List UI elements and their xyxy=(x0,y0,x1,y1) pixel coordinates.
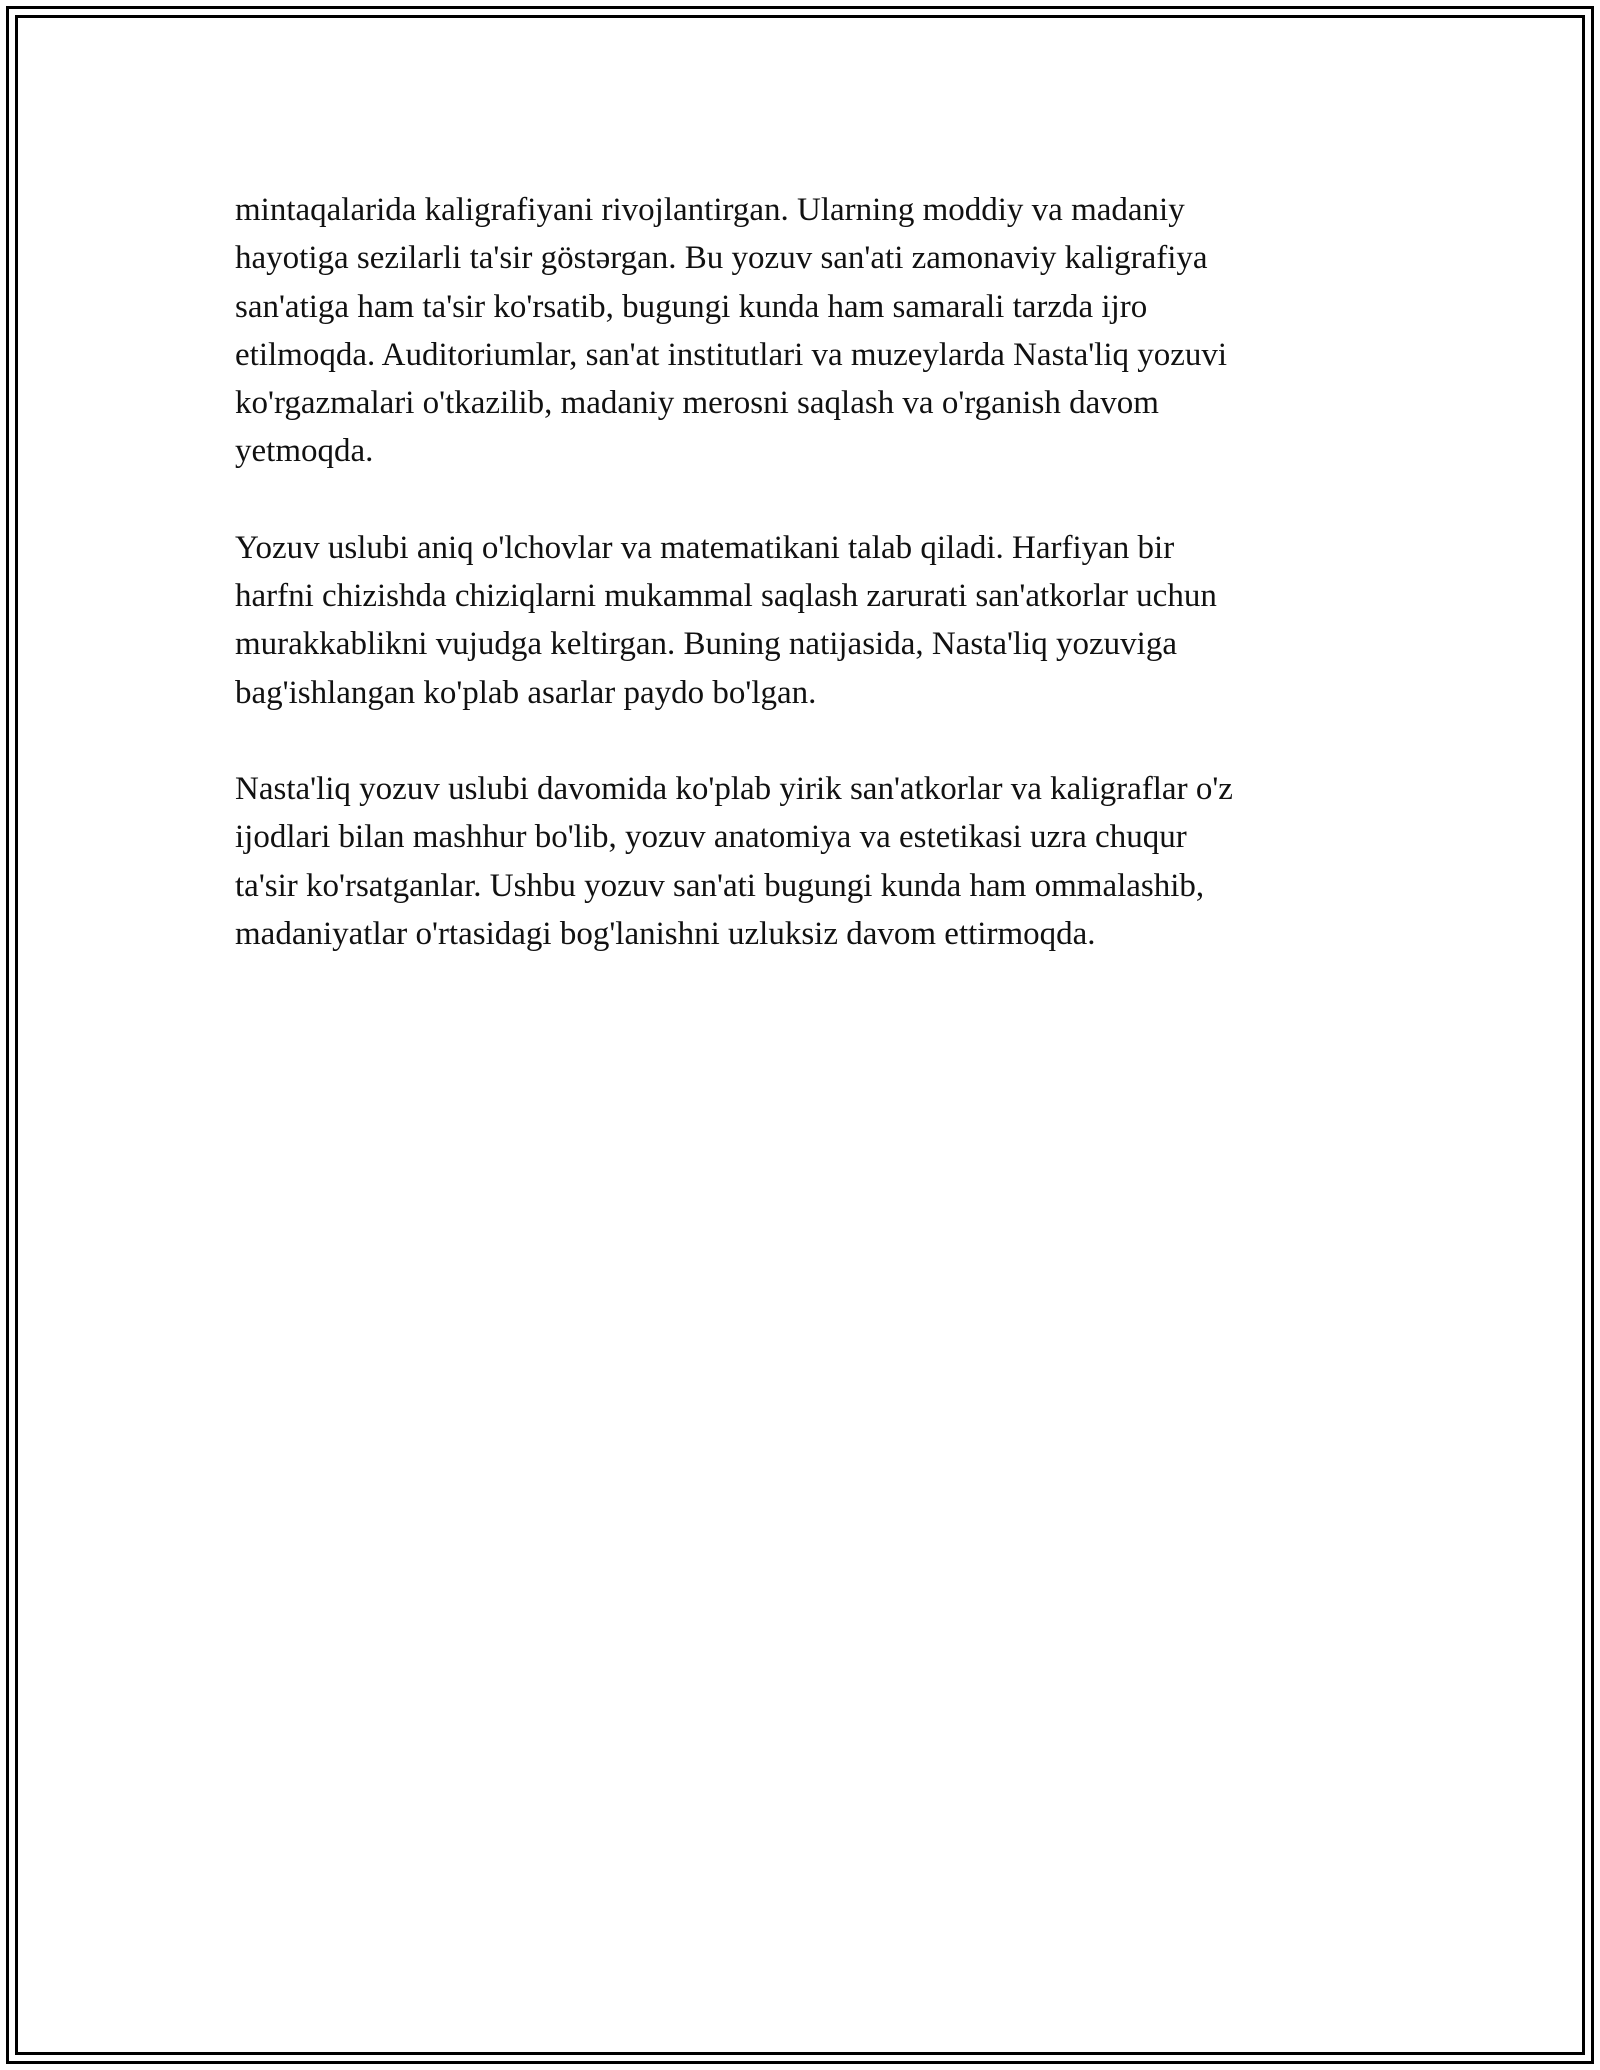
paragraph-line: Yozuv uslubi aniq o'lchovlar va matematikani talab qiladi. Harfiyan bir xyxy=(235,529,1175,566)
paragraph-1 xyxy=(235,186,1365,476)
paragraph-line: ijodlari bilan mashhur bo'lib, yozuv anatomiya va estetikasi uzra chuqur xyxy=(235,819,1187,856)
document-body xyxy=(235,186,1365,1006)
paragraph-line: harfni chizishda chiziqlarni mukammal saqlash zarurati san'atkorlar uchun xyxy=(235,578,1217,615)
paragraph-line: san'atiga ham ta'sir ko'rsatib, bugungi kunda ham samarali tarzda ijro xyxy=(235,288,1148,325)
paragraph-line: Nasta'liq yozuv uslubi davomida ko'plab yirik san'atkorlar va kaligraflar o'z xyxy=(235,770,1233,807)
paragraph-2 xyxy=(235,524,1365,717)
paragraph-line: hayotiga sezilarli ta'sir göstərgan. Bu yozuv san'ati zamonaviy kaligrafiya xyxy=(235,240,1208,277)
paragraph-line: etilmoqda. Auditoriumlar, san'at institutlari va muzeylarda Nasta'liq yozuvi xyxy=(235,336,1228,373)
paragraph-line: yetmoqda. xyxy=(235,433,374,470)
paragraph-line: murakkablikni vujudga keltirgan. Buning natijasida, Nasta'liq yozuviga xyxy=(235,626,1177,663)
paragraph-line: ta'sir ko'rsatganlar. Ushbu yozuv san'ati bugungi kunda ham ommalashib, xyxy=(235,867,1205,904)
paragraph-line: mintaqalarida kaligrafiyani rivojlantirgan. Ularning moddiy va madaniy xyxy=(235,192,1185,228)
paragraph-line: ko'rgazmalari o'tkazilib, madaniy merosni saqlash va o'rganish davom xyxy=(235,385,1159,422)
paragraph-line: bag'ishlangan ko'plab asarlar paydo bo'lgan. xyxy=(235,674,817,711)
paragraph-3 xyxy=(235,765,1365,958)
paragraph-line: madaniyatlar o'rtasidagi bog'lanishni uzluksiz davom ettirmoqda. xyxy=(235,915,1096,952)
